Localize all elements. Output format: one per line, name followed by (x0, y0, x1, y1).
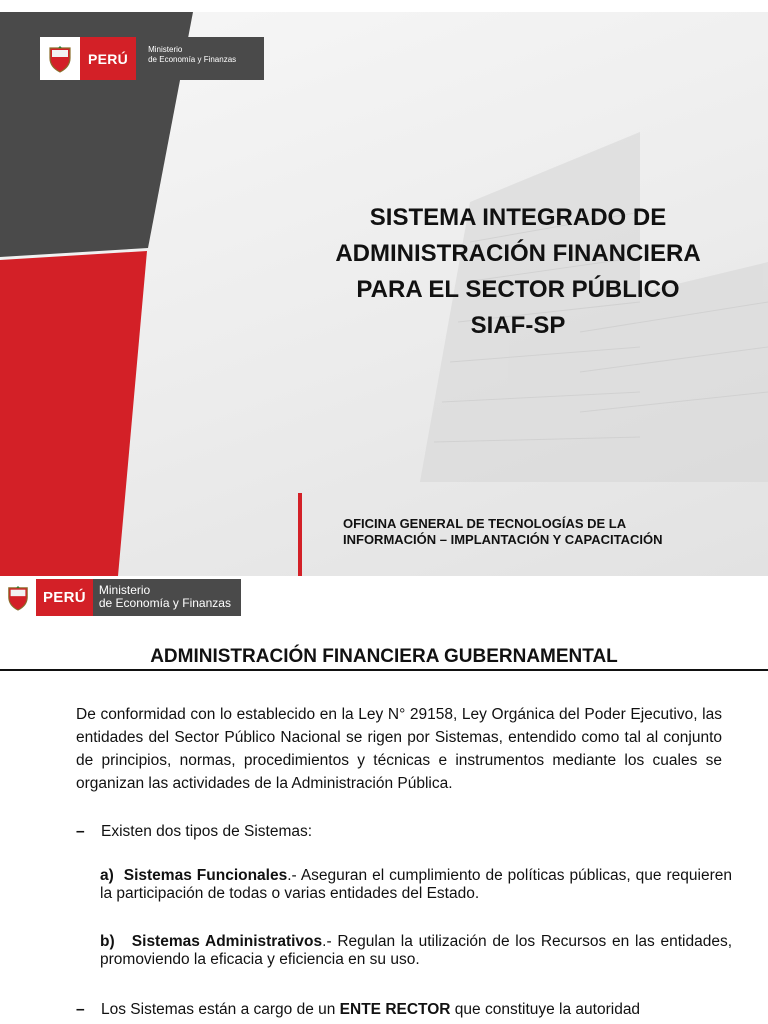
coat-of-arms-icon (0, 579, 36, 616)
heading-divider (0, 669, 768, 671)
accent-bar (298, 493, 302, 576)
section-heading: ADMINISTRACIÓN FINANCIERA GUBERNAMENTAL (150, 646, 618, 667)
ministry-name: Ministerio de Economía y Finanzas (136, 37, 264, 80)
item-administrative-systems: b) Sistemas Administrativos.- Regulan la utilización de los Recursos en las entidades, promoviendo la eficacia y eficiencia en su uso. (100, 933, 733, 968)
bullet-types-of-systems: – Existen dos tipos de Sistemas: (76, 823, 313, 840)
peru-label: PERÚ (36, 579, 93, 616)
slide-title: SISTEMA INTEGRADO DE ADMINISTRACIÓN FINANCIERA PARA EL SECTOR PÚBLICO SIAF-SP (335, 204, 701, 339)
intro-paragraph: De conformidad con lo establecido en la Ley N° 29158, Ley Orgánica del Poder Ejecutivo, las entidades del Sector Público Nacional se rigen por Sistemas, entendido como tal al conjunto de principios, normas, procedimientos y técnicas e instrumentos mediante los cuales se organizan las actividades de la Administración Pública. (76, 706, 722, 792)
office-subtitle: OFICINA GENERAL DE TECNOLOGÍAS DE LA INFORMACIÓN – IMPLANTACIÓN Y CAPACITACIÓN (343, 516, 663, 547)
ministry-name: Ministerio de Economía y Finanzas (93, 579, 241, 616)
ministry-logo (40, 37, 264, 80)
item-functional-systems: a) Sistemas Funcionales.- Aseguran el cumplimiento de políticas públicas, que requieren la participación de todas o varias entidades del Estado. (100, 867, 732, 902)
coat-of-arms-icon (40, 37, 80, 80)
ministry-logo-small (0, 579, 241, 616)
red-band (0, 251, 147, 576)
peru-label: PERÚ (80, 37, 136, 80)
title-slide (0, 12, 768, 576)
bullet-rector-entity: – Los Sistemas están a cargo de un ENTE RECTOR que constituye la autoridad (76, 1001, 641, 1018)
